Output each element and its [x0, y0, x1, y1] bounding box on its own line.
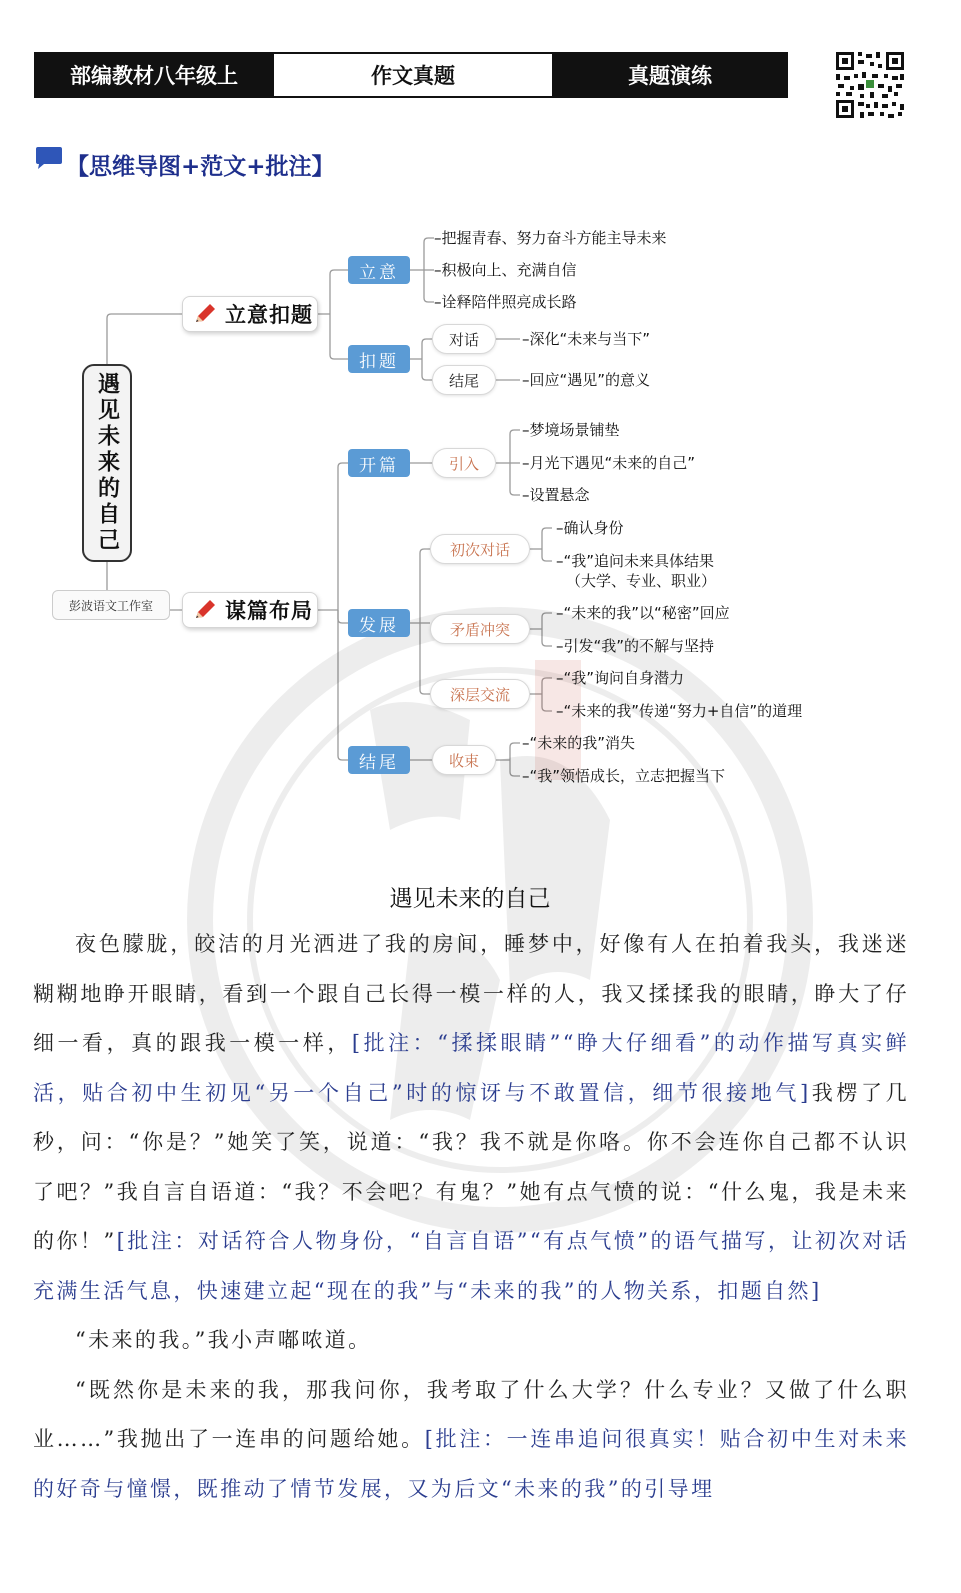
essay-title: 遇见未来的自己: [389, 886, 551, 912]
annotation: [批注：一连串追问很真实！贴合初中生对未来的好奇与憧憬，既推动了情节发展，又为后文“未来的我”的引导埋: [33, 1427, 909, 1501]
branch-theme: [182, 296, 318, 332]
pill-duihua: 对话: [432, 324, 496, 354]
pill-yinru: 引入: [432, 448, 496, 478]
header-bar: [34, 52, 788, 98]
branch-structure-label: 谋篇布局: [225, 599, 313, 623]
essay-body: [33, 920, 909, 1514]
header-category: 作文真题: [272, 54, 554, 96]
essay-text: 夜色朦胧，皎洁的月光洒进了我的房间，睡梦中，好像有人在拍着我头，我迷迷糊糊地睁开眼睛，看到一个跟自己长得一模一样的人，我又揉揉我的眼睛，睁大了仔细一看，真的跟我一模一样，: [33, 932, 909, 1055]
leaf-liyi-1: –把握青春、努力奋斗方能主导未来: [434, 229, 667, 247]
essay-paragraph: [33, 920, 909, 1316]
leaf-jiewei: –回应“遇见”的意义: [522, 371, 651, 389]
pencil-icon: [193, 599, 217, 621]
pill-conflict: 矛盾冲突: [430, 614, 530, 644]
leaf-kaipian-3: –设置悬念: [522, 486, 590, 504]
pill-deep-exchange: 深层交流: [430, 679, 530, 709]
tag-kaipian: 开篇: [348, 449, 410, 477]
leaf-kaipian-2: –月光下遇见“未来的自己”: [522, 454, 696, 472]
studio-label: 彭波语文工作室: [52, 590, 170, 620]
essay-paragraph: [33, 1316, 909, 1366]
section-title: 【思维导图+范文+批注】: [66, 154, 335, 180]
essay-text: “未来的我。”我小声嘟哝道。: [75, 1328, 372, 1352]
leaf-liyi-3: –诠释陪伴照亮成长路: [434, 293, 577, 311]
qr-code-icon: [834, 50, 906, 120]
leaf-liyi-2: –积极向上、充满自信: [434, 261, 577, 279]
tag-liyi: 立意: [348, 256, 410, 284]
leaf-first-dialogue-3: （大学、专业、职业）: [566, 572, 717, 590]
leaf-duihua: –深化“未来与当下”: [522, 330, 651, 348]
leaf-jiewei-2: –“我”领悟成长，立志把握当下: [522, 767, 726, 785]
tag-kouti: 扣题: [348, 345, 410, 373]
leaf-first-dialogue-2: –“我”追问未来具体结果: [556, 552, 715, 570]
pill-jiewei: 结尾: [432, 365, 496, 395]
pill-first-dialogue: 初次对话: [430, 534, 530, 564]
leaf-kaipian-1: –梦境场景铺垫: [522, 421, 620, 439]
branch-structure: [182, 592, 318, 628]
mindmap-root-label: 遇见未来的自己: [94, 372, 120, 554]
essay-text: 我楞了几秒，问：“你是？”她笑了笑，说道：“我？我不就是你咯。你不会连你自己都不认识了吧？”我自言自语道：“我？不会吧？有鬼？”她有点气愤的说：“什么鬼，我是未来的你！”: [33, 1080, 909, 1253]
tag-jiewei: 结尾: [348, 746, 410, 774]
mindmap-root: [82, 364, 132, 562]
leaf-deep-exchange-2: –“未来的我”传递“努力+自信”的道理: [556, 702, 803, 720]
pill-shoushu: 收束: [432, 745, 496, 775]
note-book-icon: [34, 146, 64, 170]
annotation: [批注：对话符合人物身份，“自言自语”“有点气愤”的语气描写，让初次对话充满生活气息，快速建立起“现在的我”与“未来的我”的人物关系，扣题自然]: [33, 1229, 909, 1303]
header-practice: 真题演练: [554, 54, 786, 96]
pencil-icon: [193, 303, 217, 325]
tag-fazhan: 发展: [348, 609, 410, 637]
leaf-conflict-1: –“未来的我”以“秘密”回应: [556, 604, 730, 622]
essay-paragraph: [33, 1366, 909, 1515]
leaf-jiewei-1: –“未来的我”消失: [522, 734, 636, 752]
header-grade: 部编教材八年级上: [36, 54, 272, 96]
branch-theme-label: 立意扣题: [225, 303, 313, 327]
annotation: [批注：“揉揉眼睛”“睁大仔细看”的动作描写真实鲜活，贴合初中生初见“另一个自己”时的惊讶与不敢置信，细节很接地气]: [33, 1031, 909, 1105]
essay-text: “既然你是未来的我，那我问你，我考取了什么大学？什么专业？又做了什么职业……”我抛出了一连串的问题给她。: [33, 1377, 909, 1451]
leaf-deep-exchange-1: –“我”询问自身潜力: [556, 669, 685, 687]
leaf-first-dialogue-1: –确认身份: [556, 519, 624, 537]
leaf-conflict-2: –引发“我”的不解与坚持: [556, 637, 715, 655]
